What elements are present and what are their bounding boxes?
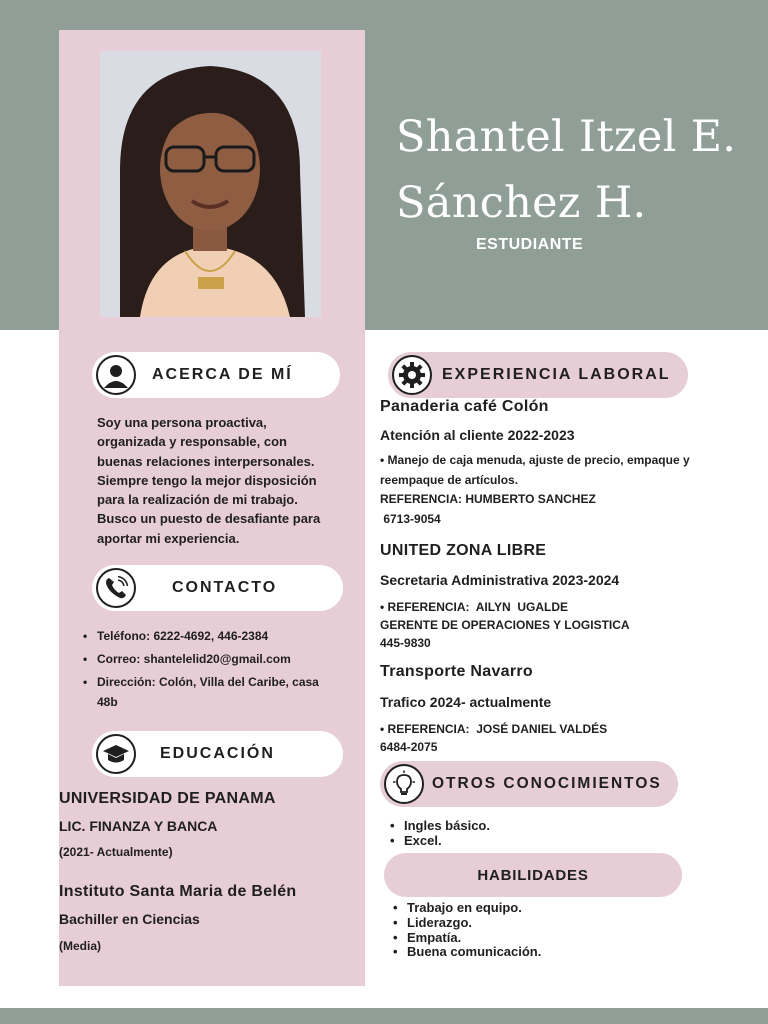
about-line: Soy una persona proactiva, bbox=[97, 415, 267, 430]
job-position: Atención al cliente 2022-2023 bbox=[380, 427, 575, 443]
lightbulb-icon bbox=[384, 764, 424, 804]
skills-title: HABILIDADES bbox=[477, 866, 589, 884]
contact-title: CONTACTO bbox=[172, 579, 278, 596]
job-detail-line: 6713-9054 bbox=[380, 511, 441, 526]
job-detail-line: • Manejo de caja menuda, ajuste de precio, empaque y bbox=[380, 453, 690, 467]
job-position: Secretaria Administrativa 2023-2024 bbox=[380, 572, 620, 588]
knowledge-item: • Excel. bbox=[390, 833, 490, 848]
education-period: (2021- Actualmente) bbox=[59, 845, 173, 859]
education-title: EDUCACIÓN bbox=[160, 745, 275, 762]
user-icon bbox=[96, 355, 136, 395]
education-heading-pill bbox=[92, 731, 343, 777]
name-line-1: Shantel Itzel E. bbox=[396, 112, 737, 162]
contact-list bbox=[83, 625, 353, 694]
education-period: (Media) bbox=[59, 939, 101, 953]
job-position: Trafico 2024- actualmente bbox=[380, 694, 552, 710]
job-company: Panaderia café Colón bbox=[380, 398, 549, 415]
skill-item: • Trabajo en equipo. bbox=[393, 901, 541, 916]
contact-address: • Dirección: Colón, Villa del Caribe, casa bbox=[83, 671, 353, 694]
knowledge-heading-pill bbox=[380, 761, 678, 807]
role-title: ESTUDIANTE bbox=[476, 236, 584, 253]
phone-icon bbox=[96, 568, 136, 608]
job-details bbox=[380, 451, 765, 529]
about-line: aportar mi experiencia. bbox=[97, 530, 240, 546]
education-degree: LIC. FINANZA Y BANCA bbox=[59, 818, 218, 834]
knowledge-item: • Ingles básico. bbox=[390, 818, 490, 833]
name-line-2: Sánchez H. bbox=[396, 178, 647, 228]
knowledge-title: OTROS CONOCIMIENTOS bbox=[432, 775, 662, 792]
contact-address-cont: 48b bbox=[97, 695, 118, 709]
job-detail-line: REFERENCIA: HUMBERTO SANCHEZ bbox=[380, 492, 596, 506]
contact-phone: • Teléfono: 6222-4692, 446-2384 bbox=[83, 625, 353, 648]
about-line: Busco un puesto de desafiante para bbox=[97, 511, 321, 527]
gear-icon bbox=[392, 355, 432, 395]
job-details bbox=[380, 720, 765, 756]
about-heading-pill bbox=[92, 352, 340, 398]
skill-item: • Empatía. bbox=[393, 931, 541, 946]
profile-photo bbox=[100, 51, 321, 317]
about-line: buenas relaciones interpersonales. bbox=[97, 453, 315, 469]
knowledge-list bbox=[390, 818, 490, 848]
experience-title: EXPERIENCIA LABORAL bbox=[442, 366, 671, 383]
job-details bbox=[380, 598, 765, 652]
about-line: organizada y responsable, con bbox=[97, 434, 287, 450]
job-detail-line: GERENTE DE OPERACIONES Y LOGISTICA bbox=[380, 618, 630, 632]
about-title: ACERCA DE MÍ bbox=[152, 366, 293, 383]
job-detail-line: • REFERENCIA: JOSÉ DANIEL VALDÉS bbox=[380, 722, 608, 736]
about-line: Siempre tengo la mejor disposición bbox=[97, 472, 317, 488]
job-detail-line: • REFERENCIA: AILYN UGALDE bbox=[380, 600, 568, 614]
skill-item: • Buena comunicación. bbox=[393, 945, 541, 960]
job-company: UNITED ZONA LIBRE bbox=[380, 542, 547, 559]
about-line: para la realización de mi trabajo. bbox=[97, 492, 298, 508]
skills-heading-pill bbox=[384, 853, 682, 897]
graduation-cap-icon bbox=[96, 734, 136, 774]
job-detail-line: reempaque de artículos. bbox=[380, 472, 519, 487]
full-name bbox=[396, 104, 766, 236]
education-school: Instituto Santa Maria de Belén bbox=[59, 883, 297, 900]
about-text bbox=[97, 413, 347, 548]
skill-item: • Liderazgo. bbox=[393, 916, 541, 931]
contact-heading-pill bbox=[92, 565, 343, 611]
job-detail-line: 445-9830 bbox=[380, 636, 431, 650]
experience-heading-pill bbox=[388, 352, 688, 398]
contact-email: • Correo: shantelelid20@gmail.com bbox=[83, 648, 353, 671]
job-detail-line: 6484-2075 bbox=[380, 740, 438, 754]
job-company: Transporte Navarro bbox=[380, 663, 534, 680]
footer-band bbox=[0, 1008, 768, 1024]
education-degree: Bachiller en Ciencias bbox=[59, 911, 200, 927]
education-school: UNIVERSIDAD DE PANAMA bbox=[59, 790, 276, 807]
skills-list bbox=[393, 901, 541, 960]
